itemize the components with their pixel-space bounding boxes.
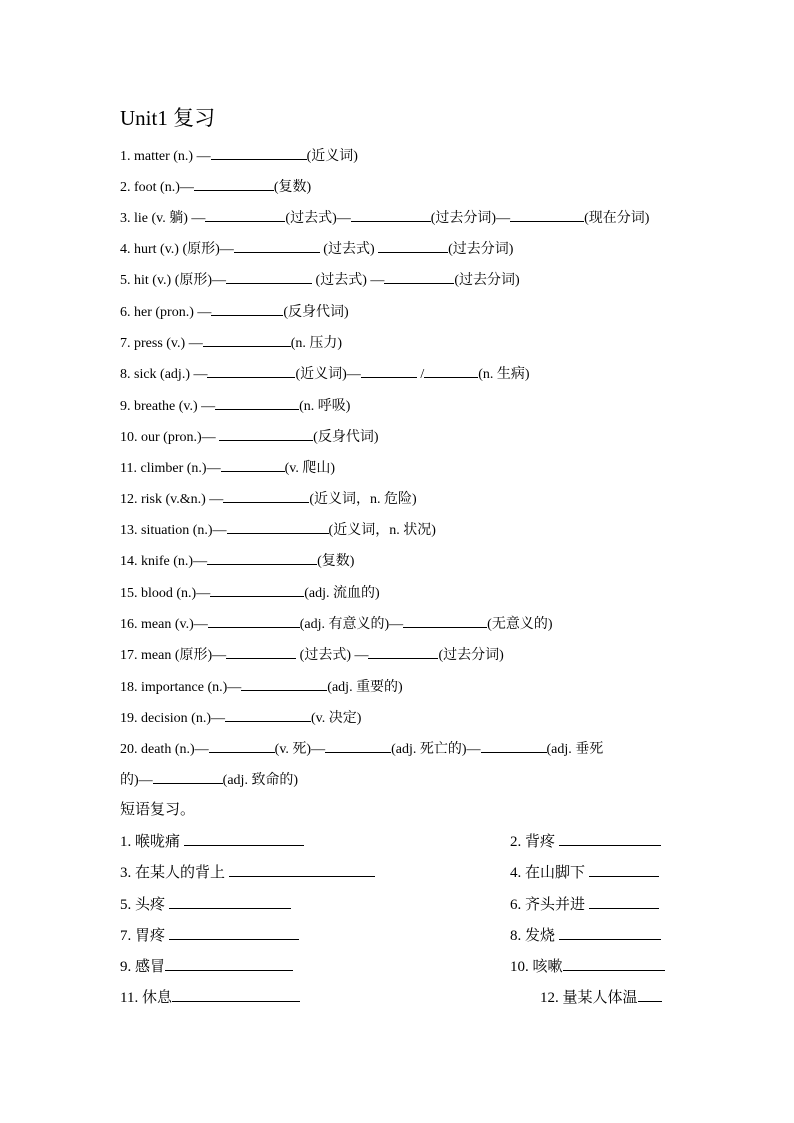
answer-blank[interactable] — [169, 894, 291, 909]
item-prompt: 16. mean (v.)— — [120, 617, 208, 632]
item-hint: (反身代词) — [283, 305, 349, 320]
item-hint: (复数) — [317, 554, 355, 569]
item-hint: (过去分词) — [454, 273, 520, 288]
answer-blank[interactable] — [351, 207, 431, 222]
item-prompt: 15. blood (n.)— — [120, 586, 211, 601]
answer-blank[interactable] — [225, 707, 311, 722]
phrase-item: 7. 胃疼 — [120, 925, 299, 946]
item-prompt: 19. decision (n.)— — [120, 711, 225, 726]
item-prompt: 5. hit (v.) (原形)— — [120, 273, 227, 288]
list-item — [120, 457, 335, 479]
answer-blank[interactable] — [241, 676, 327, 691]
section-heading: 短语复习。 — [120, 802, 196, 818]
phrase-item: 1. 喉咙痛 — [120, 831, 304, 852]
answer-blank[interactable] — [211, 301, 283, 316]
list-item — [120, 269, 520, 291]
answer-blank[interactable] — [424, 363, 478, 378]
answer-blank[interactable] — [207, 550, 317, 565]
list-item — [120, 207, 649, 229]
page-title: Unit1 复习 — [120, 106, 216, 130]
item-prompt: 的)— — [120, 773, 153, 788]
list-item — [120, 145, 358, 167]
item-hint: (过去式)— — [285, 211, 351, 226]
phrase-item: 4. 在山脚下 — [510, 862, 659, 883]
phrase-item: 12. 量某人体温 — [540, 987, 662, 1008]
item-prompt: 6. her (pron.) — — [120, 305, 212, 320]
item-hint: (过去分词)— — [430, 211, 511, 226]
answer-blank[interactable] — [378, 238, 448, 253]
item-hint: (adj. 有意义的)— — [299, 617, 404, 632]
answer-blank[interactable] — [194, 176, 274, 191]
answer-blank[interactable] — [481, 738, 547, 753]
answer-blank[interactable] — [368, 644, 438, 659]
list-item — [120, 707, 361, 729]
answer-blank[interactable] — [208, 613, 300, 628]
item-prompt: 10. our (pron.)— — [120, 430, 220, 445]
answer-blank[interactable] — [184, 831, 304, 846]
item-hint: (过去式) — — [296, 648, 369, 663]
item-prompt: 3. lie (v. 躺) — — [120, 211, 206, 226]
item-hint: (过去式) — — [312, 273, 385, 288]
answer-blank[interactable] — [205, 207, 285, 222]
item-hint: (近义词，n. 危险) — [309, 492, 417, 507]
item-prompt: 1. matter (n.) — — [120, 149, 211, 164]
answer-blank[interactable] — [226, 644, 296, 659]
item-hint: (adj. 致命的) — [222, 773, 299, 788]
item-hint: (adj. 流血的) — [304, 586, 380, 601]
answer-blank[interactable] — [172, 987, 300, 1002]
phrase-item: 5. 头疼 — [120, 894, 291, 915]
answer-blank[interactable] — [211, 145, 307, 160]
item-prompt: 4. hurt (v.) (原形)— — [120, 242, 234, 257]
item-hint: (反身代词) — [313, 430, 379, 445]
item-hint: / — [416, 367, 425, 382]
answer-blank[interactable] — [403, 613, 487, 628]
answer-blank[interactable] — [227, 519, 329, 534]
answer-blank[interactable] — [165, 956, 293, 971]
answer-blank[interactable] — [215, 395, 299, 410]
item-hint: (复数) — [273, 180, 312, 195]
item-hint: (近义词)— — [295, 367, 361, 382]
list-item — [120, 301, 349, 323]
answer-blank[interactable] — [325, 738, 391, 753]
item-prompt: 7. press (v.) — — [120, 336, 203, 351]
item-hint: (v. 爬山) — [284, 461, 335, 476]
phrase-item: 8. 发烧 — [510, 925, 661, 946]
answer-blank[interactable] — [563, 956, 665, 971]
list-item — [120, 395, 350, 417]
item-prompt: 12. risk (v.&n.) — — [120, 492, 224, 507]
phrase-item: 2. 背疼 — [510, 831, 661, 852]
answer-blank[interactable] — [210, 582, 304, 597]
item-prompt: 14. knife (n.)— — [120, 554, 208, 569]
answer-blank[interactable] — [226, 269, 312, 284]
list-item — [120, 738, 603, 760]
answer-blank[interactable] — [384, 269, 454, 284]
item-hint: (adj. 重要的) — [327, 680, 403, 695]
answer-blank[interactable] — [207, 363, 295, 378]
item-hint: (近义词) — [306, 149, 358, 164]
answer-blank[interactable] — [153, 769, 223, 784]
item-prompt: 9. breathe (v.) — — [120, 399, 216, 414]
item-hint: (n. 压力) — [290, 336, 343, 351]
item-hint: (n. 呼吸) — [299, 399, 351, 414]
phrase-item: 11. 休息 — [120, 987, 300, 1008]
answer-blank[interactable] — [510, 207, 584, 222]
answer-blank[interactable] — [559, 925, 661, 940]
item-hint: (adj. 垂死 — [546, 742, 604, 757]
list-item — [120, 363, 530, 385]
item-hint: (n. 生病) — [478, 367, 530, 382]
item-hint: (过去分词) — [448, 242, 514, 257]
item-prompt: 11. climber (n.)— — [120, 461, 221, 476]
answer-blank[interactable] — [229, 862, 375, 877]
list-item — [120, 238, 513, 260]
item-hint: (近义词，n. 状况) — [328, 523, 436, 538]
item-prompt: 17. mean (原形)— — [120, 648, 227, 663]
list-item — [120, 426, 378, 448]
answer-blank[interactable] — [234, 238, 320, 253]
item-prompt: 8. sick (adj.) — — [120, 367, 208, 382]
list-item — [120, 676, 403, 698]
phrase-item: 9. 感冒 — [120, 956, 293, 977]
list-item — [120, 519, 436, 541]
item-hint: (v. 决定) — [310, 711, 362, 726]
list-item — [120, 332, 342, 354]
item-prompt: 2. foot (n.)— — [120, 180, 194, 195]
list-item — [120, 644, 504, 666]
list-item — [120, 582, 380, 604]
item-prompt: 20. death (n.)— — [120, 742, 209, 757]
phrase-item: 10. 咳嗽 — [510, 956, 665, 977]
item-hint: (无意义的) — [487, 617, 553, 632]
item-hint: (过去分词) — [438, 648, 504, 663]
answer-blank[interactable] — [589, 862, 659, 877]
item-prompt: 13. situation (n.)— — [120, 523, 227, 538]
phrase-item: 3. 在某人的背上 — [120, 862, 375, 883]
answer-blank[interactable] — [221, 457, 285, 472]
answer-blank[interactable] — [559, 831, 661, 846]
phrase-item: 6. 齐头并进 — [510, 894, 659, 915]
item-hint: (adj. 死亡的)— — [391, 742, 481, 757]
answer-blank[interactable] — [638, 987, 662, 1002]
answer-blank[interactable] — [219, 426, 313, 441]
answer-blank[interactable] — [223, 488, 309, 503]
answer-blank[interactable] — [361, 363, 417, 378]
answer-blank[interactable] — [169, 925, 299, 940]
item-hint: (现在分词) — [584, 211, 650, 226]
list-item — [120, 488, 417, 510]
list-item — [120, 769, 298, 791]
list-item — [120, 613, 553, 635]
list-item — [120, 176, 311, 198]
answer-blank[interactable] — [589, 894, 659, 909]
answer-blank[interactable] — [209, 738, 275, 753]
list-item — [120, 550, 354, 572]
item-hint: (v. 死)— — [274, 742, 326, 757]
item-prompt: 18. importance (n.)— — [120, 680, 242, 695]
item-hint: (过去式) — [319, 242, 379, 257]
answer-blank[interactable] — [203, 332, 291, 347]
